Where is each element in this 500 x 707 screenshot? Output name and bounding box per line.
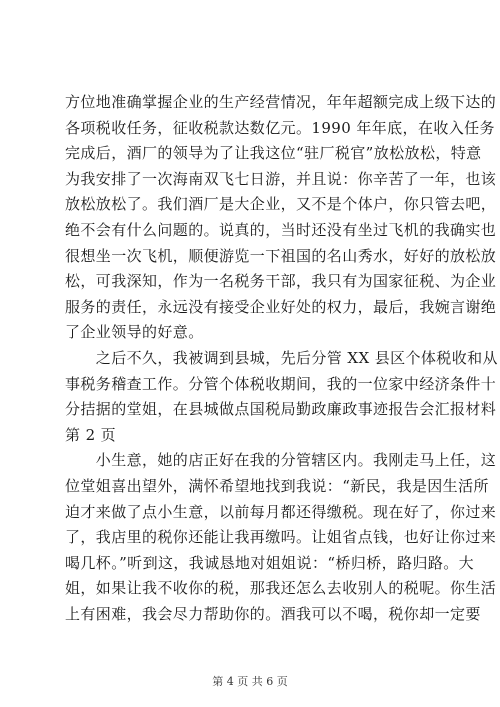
text-line: 小生意，她的店正好在我的分管辖区内。我刚走马上任，这 (65, 451, 497, 470)
text-line: 之后不久，我被调到县城，先后分管 XX 县区个体税收和从 (65, 348, 498, 367)
text-line: 喝几杯。”听到这，我诚恳地对姐姐说：“桥归桥，路归路。大 (65, 553, 475, 572)
page-footer: 第 4 页 共 6 页 (212, 675, 288, 688)
text-line: 迫才来做了点小生意，以前每月都还得缴税。现在好了，你过来 (65, 502, 497, 521)
text-line: 为我安排了一次海南双飞七日游，并且说：你辛苦了一年，也该 (65, 169, 497, 188)
text-line: 完成后，酒厂的领导为了让我这位“驻厂税官”放松放松，特意 (65, 144, 482, 163)
text-line: 上有困难，我会尽力帮助你的。酒我可以不喝，税你却一定要 (65, 604, 481, 623)
document-body (65, 90, 498, 627)
text-line: 放松放松了。我们酒厂是大企业，又不是个体户，你只管去吧， (65, 195, 497, 214)
text-line: 很想坐一次飞机，顺便游览一下祖国的名山秀水，好好的放松放 (65, 246, 497, 265)
text-line: 绝不会有什么问题的。说真的，当时还没有坐过飞机的我确实也 (65, 220, 497, 239)
text-line: 松，可我深知，作为一名税务干部，我只有为国家征税、为企业 (65, 272, 497, 291)
text-line: 位堂姐喜出望外，满怀希望地找到我说：“新民，我是因生活所 (65, 476, 489, 495)
text-line: 了企业领导的好意。 (65, 323, 204, 342)
text-line: 了，我店里的税你还能让我再缴吗。让姐省点钱，也好让你过来 (65, 528, 497, 547)
text-line: 事税务稽查工作。分管个体税收期间，我的一位家中经济条件十 (65, 374, 497, 393)
text-line: 服务的责任，永远没有接受企业好处的权力，最后，我婉言谢绝 (65, 297, 497, 316)
text-line: 姐，如果让我不收你的税，那我还怎么去收别人的税呢。你生活 (65, 579, 497, 598)
text-line: 各项税收任务，征收税款达数亿元。1990 年年底，在收入任务 (65, 118, 495, 137)
text-line: 分拮据的堂姐，在县城做点国税局勤政廉政事迹报告会汇报材料 (65, 400, 497, 419)
embedded-page-marker: 第 2 页 (65, 425, 117, 444)
text-line: 方位地准确掌握企业的生产经营情况，年年超额完成上级下达的 (65, 93, 497, 111)
